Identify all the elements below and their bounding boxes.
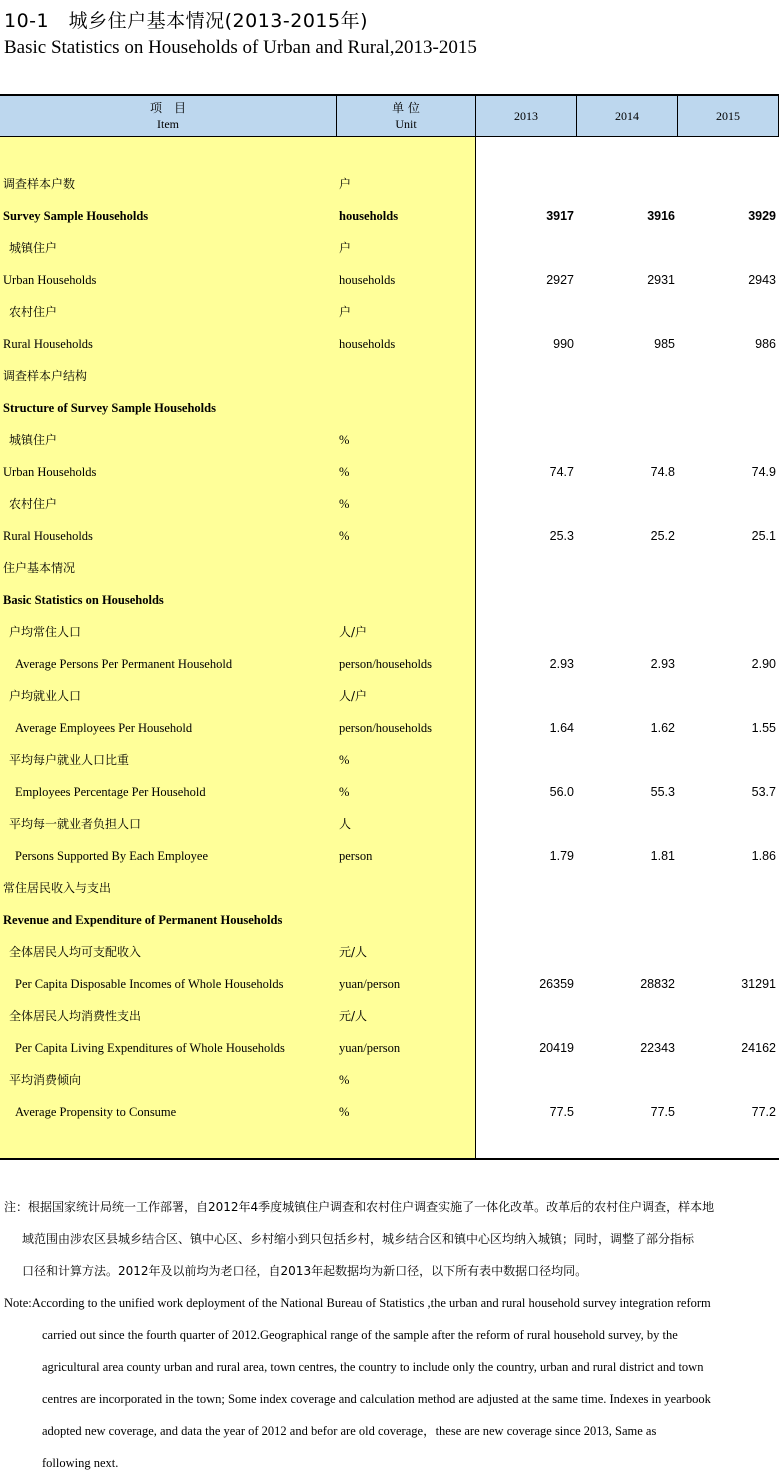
row-value-2014: 22343	[640, 1041, 675, 1055]
table-row	[0, 648, 779, 680]
row-value-2013: 56.0	[549, 785, 574, 799]
row-unit: households	[339, 273, 396, 287]
row-value-2013: 1.79	[549, 849, 574, 863]
table-header	[0, 96, 779, 137]
row-value-2015	[678, 552, 776, 584]
row-value-2014	[577, 392, 675, 424]
table-row	[0, 808, 779, 840]
row-unit: yuan/person	[339, 1041, 401, 1055]
row-value-2013: 74.7	[549, 465, 574, 479]
row-item-label: Survey Sample Households	[3, 209, 149, 223]
row-unit: %	[339, 497, 350, 511]
note-line: Note:According to the unified work deployment of the National Bureau of Statistics ,the urban and rural household survey integration reform	[4, 1296, 711, 1310]
row-item-label: Urban Households	[3, 273, 97, 287]
table-bottom-border	[0, 1158, 779, 1160]
row-value-2013: 2.93	[549, 657, 574, 671]
row-value-2015: 2.90	[751, 657, 776, 671]
row-item-label: 调查样本户数	[3, 177, 76, 191]
table-row	[0, 616, 779, 648]
table-row	[0, 680, 779, 712]
row-value-2013: 990	[553, 337, 574, 351]
table-row	[0, 840, 779, 872]
row-item-label: 农村住户	[9, 305, 58, 319]
row-item-label: 调查样本户结构	[3, 369, 88, 383]
row-item-label: 农村住户	[9, 497, 58, 511]
row-value-2014	[577, 680, 675, 712]
table-title-cn: 10-1 城乡住户基本情况(2013-2015年)	[4, 10, 369, 32]
row-value-2015	[678, 744, 776, 776]
table-row	[0, 904, 779, 936]
row-unit: 人/户	[339, 625, 368, 639]
row-value-2013	[476, 392, 574, 424]
row-item-label: 平均每一就业者负担人口	[9, 817, 142, 831]
table-row	[0, 264, 779, 296]
row-value-2013	[476, 1064, 574, 1096]
row-unit: %	[339, 753, 350, 767]
row-item-label: 户均就业人口	[9, 689, 82, 703]
row-value-2015: 986	[755, 337, 776, 351]
row-value-2014	[577, 232, 675, 264]
row-value-2013	[476, 360, 574, 392]
row-value-2013	[476, 936, 574, 968]
table-row	[0, 456, 779, 488]
row-value-2015	[678, 904, 776, 936]
row-item-label: Structure of Survey Sample Households	[3, 401, 216, 415]
row-value-2014: 74.8	[650, 465, 675, 479]
header-unit-en: Unit	[395, 117, 417, 131]
table-row	[0, 360, 779, 392]
table-row	[0, 712, 779, 744]
row-value-2014: 55.3	[650, 785, 675, 799]
table-row	[0, 168, 779, 200]
row-value-2014	[577, 360, 675, 392]
row-value-2014	[577, 424, 675, 456]
row-value-2015	[678, 616, 776, 648]
row-value-2014: 2931	[647, 273, 675, 287]
row-unit: %	[339, 433, 350, 447]
note-line: centres are incorporated in the town; Some index coverage and calculation method are adjusted at the same time. Indexes in yearbook	[42, 1392, 711, 1406]
row-value-2013: 26359	[539, 977, 574, 991]
row-item-label: 住户基本情况	[3, 561, 76, 575]
row-item-label: Average Persons Per Permanent Household	[15, 657, 233, 671]
row-value-2015	[678, 360, 776, 392]
header-year-label: 2013	[514, 109, 538, 123]
row-value-2015	[678, 1000, 776, 1032]
row-unit: %	[339, 1073, 350, 1087]
table-row	[0, 328, 779, 360]
row-value-2014	[577, 904, 675, 936]
row-value-2015	[678, 936, 776, 968]
row-value-2014	[577, 936, 675, 968]
table-row	[0, 1000, 779, 1032]
header-unit	[337, 96, 476, 136]
row-value-2013: 77.5	[549, 1105, 574, 1119]
table-notes	[4, 1191, 774, 1479]
row-item-label: Per Capita Living Expenditures of Whole Households	[15, 1041, 285, 1055]
row-unit: 人	[339, 817, 352, 831]
table-row	[0, 520, 779, 552]
row-unit: %	[339, 785, 350, 799]
note-line: adopted new coverage, and data the year of 2012 and befor are old coverage，these are new coverage since 2013, Same as	[42, 1424, 657, 1438]
row-value-2014	[577, 872, 675, 904]
table-row	[0, 1096, 779, 1128]
row-unit: yuan/person	[339, 977, 401, 991]
row-value-2014	[577, 744, 675, 776]
row-unit: households	[339, 209, 399, 223]
row-value-2015	[678, 808, 776, 840]
row-value-2015: 1.55	[751, 721, 776, 735]
row-value-2013	[476, 168, 574, 200]
row-value-2014	[577, 616, 675, 648]
row-value-2013	[476, 424, 574, 456]
row-value-2015: 74.9	[751, 465, 776, 479]
row-value-2013	[476, 808, 574, 840]
row-item-label: Persons Supported By Each Employee	[15, 849, 209, 863]
row-value-2015	[678, 168, 776, 200]
row-value-2015	[678, 424, 776, 456]
row-value-2014: 25.2	[650, 529, 675, 543]
row-value-2014: 28832	[640, 977, 675, 991]
note-line: following next.	[42, 1456, 119, 1470]
table-row	[0, 872, 779, 904]
row-value-2015: 25.1	[751, 529, 776, 543]
header-year-label: 2014	[615, 109, 639, 123]
row-value-2015: 31291	[741, 977, 776, 991]
row-unit: 户	[339, 241, 352, 255]
row-unit: person	[339, 849, 373, 863]
row-value-2014: 3916	[647, 209, 675, 223]
note-line: 口径和计算方法。2012年及以前均为老口径，自2013年起数据均为新口径，以下所有表中数据口径均同。	[22, 1264, 588, 1278]
row-value-2015: 2943	[748, 273, 776, 287]
row-unit: %	[339, 529, 350, 543]
row-value-2015: 1.86	[751, 849, 776, 863]
row-value-2014	[577, 808, 675, 840]
table-row	[0, 1064, 779, 1096]
row-value-2014	[577, 168, 675, 200]
row-value-2014: 1.62	[650, 721, 675, 735]
row-value-2013	[476, 296, 574, 328]
row-unit: %	[339, 465, 350, 479]
row-value-2015: 53.7	[751, 785, 776, 799]
row-value-2013	[476, 872, 574, 904]
row-item-label: 平均消费倾向	[9, 1073, 82, 1087]
row-value-2014	[577, 1064, 675, 1096]
row-value-2013	[476, 904, 574, 936]
row-unit: person/households	[339, 721, 433, 735]
table-row	[0, 552, 779, 584]
row-value-2014	[577, 552, 675, 584]
table-row	[0, 1032, 779, 1064]
row-value-2013	[476, 232, 574, 264]
row-value-2015	[678, 232, 776, 264]
row-item-label: 平均每户就业人口比重	[9, 753, 130, 767]
row-value-2013	[476, 1000, 574, 1032]
row-value-2013	[476, 680, 574, 712]
table-row	[0, 488, 779, 520]
row-value-2014: 985	[654, 337, 675, 351]
header-year-2015	[678, 96, 779, 136]
header-year-2013	[476, 96, 577, 136]
row-value-2015: 3929	[748, 209, 776, 223]
row-item-label: 户均常住人口	[9, 625, 82, 639]
header-year-label: 2015	[716, 109, 740, 123]
header-year-2014	[577, 96, 678, 136]
row-value-2015	[678, 488, 776, 520]
table-row	[0, 968, 779, 1000]
note-line: 注：根据国家统计局统一工作部署，自2012年4季度城镇住户调查和农村住户调查实施了一体化改革。改革后的农村住户调查，样本地	[4, 1200, 715, 1214]
row-item-label: Employees Percentage Per Household	[15, 785, 206, 799]
row-value-2014	[577, 1000, 675, 1032]
row-item-label: Average Employees Per Household	[15, 721, 193, 735]
row-value-2015	[678, 296, 776, 328]
note-line: carried out since the fourth quarter of 2012.Geographical range of the sample after the reform of rural household survey, by the	[42, 1328, 678, 1342]
row-value-2013: 25.3	[549, 529, 574, 543]
row-value-2014	[577, 488, 675, 520]
row-value-2015	[678, 392, 776, 424]
row-unit: %	[339, 1105, 350, 1119]
row-unit: 元/人	[339, 1009, 368, 1023]
header-unit-cn: 单 位	[392, 101, 420, 115]
row-value-2015	[678, 872, 776, 904]
row-item-label: 常住居民收入与支出	[3, 881, 112, 895]
row-item-label: 城镇住户	[9, 433, 58, 447]
table-row	[0, 296, 779, 328]
row-value-2015: 24162	[741, 1041, 776, 1055]
row-value-2014: 2.93	[650, 657, 675, 671]
row-value-2015	[678, 584, 776, 616]
row-item-label: 全体居民人均可支配收入	[9, 945, 142, 959]
header-item-en: Item	[157, 117, 179, 131]
row-value-2015: 77.2	[751, 1105, 776, 1119]
table-row	[0, 232, 779, 264]
row-item-label: Basic Statistics on Households	[3, 593, 164, 607]
row-value-2013: 20419	[539, 1041, 574, 1055]
row-value-2013	[476, 616, 574, 648]
row-value-2013	[476, 488, 574, 520]
table-row	[0, 200, 779, 232]
row-value-2013	[476, 744, 574, 776]
row-item-label: 城镇住户	[9, 241, 58, 255]
row-unit: 元/人	[339, 945, 368, 959]
row-value-2015	[678, 1064, 776, 1096]
table-row	[0, 584, 779, 616]
row-value-2013	[476, 584, 574, 616]
note-line: agricultural area county urban and rural area, town centres, the country to include only the country, urban and rural district and town	[42, 1360, 704, 1374]
row-item-label: Per Capita Disposable Incomes of Whole Households	[15, 977, 284, 991]
row-item-label: Rural Households	[3, 529, 93, 543]
row-unit: person/households	[339, 657, 433, 671]
row-unit: 户	[339, 305, 352, 319]
table-row	[0, 424, 779, 456]
row-item-label: Average Propensity to Consume	[15, 1105, 177, 1119]
row-item-label: Rural Households	[3, 337, 93, 351]
row-item-label: Urban Households	[3, 465, 97, 479]
row-value-2014	[577, 296, 675, 328]
row-value-2013	[476, 552, 574, 584]
row-value-2015	[678, 680, 776, 712]
row-unit: 户	[339, 177, 352, 191]
note-line: 域范围由涉农区县城乡结合区、镇中心区、乡村缩小到只包括乡村，城乡结合区和镇中心区均纳入城镇；同时，调整了部分指标	[22, 1232, 695, 1246]
row-value-2013: 3917	[546, 209, 574, 223]
table-row	[0, 776, 779, 808]
row-value-2013: 2927	[546, 273, 574, 287]
row-value-2013: 1.64	[549, 721, 574, 735]
table-row	[0, 936, 779, 968]
row-unit: 人/户	[339, 689, 368, 703]
row-item-label: 全体居民人均消费性支出	[9, 1009, 142, 1023]
header-item	[0, 96, 337, 136]
header-item-cn: 项 目	[149, 101, 186, 115]
table-row	[0, 744, 779, 776]
row-unit: households	[339, 337, 396, 351]
row-value-2014	[577, 584, 675, 616]
table-title-en: Basic Statistics on Households of Urban and Rural,2013-2015	[4, 37, 477, 58]
row-value-2014: 1.81	[650, 849, 675, 863]
table-row	[0, 392, 779, 424]
row-item-label: Revenue and Expenditure of Permanent Households	[3, 913, 283, 927]
row-value-2014: 77.5	[650, 1105, 675, 1119]
